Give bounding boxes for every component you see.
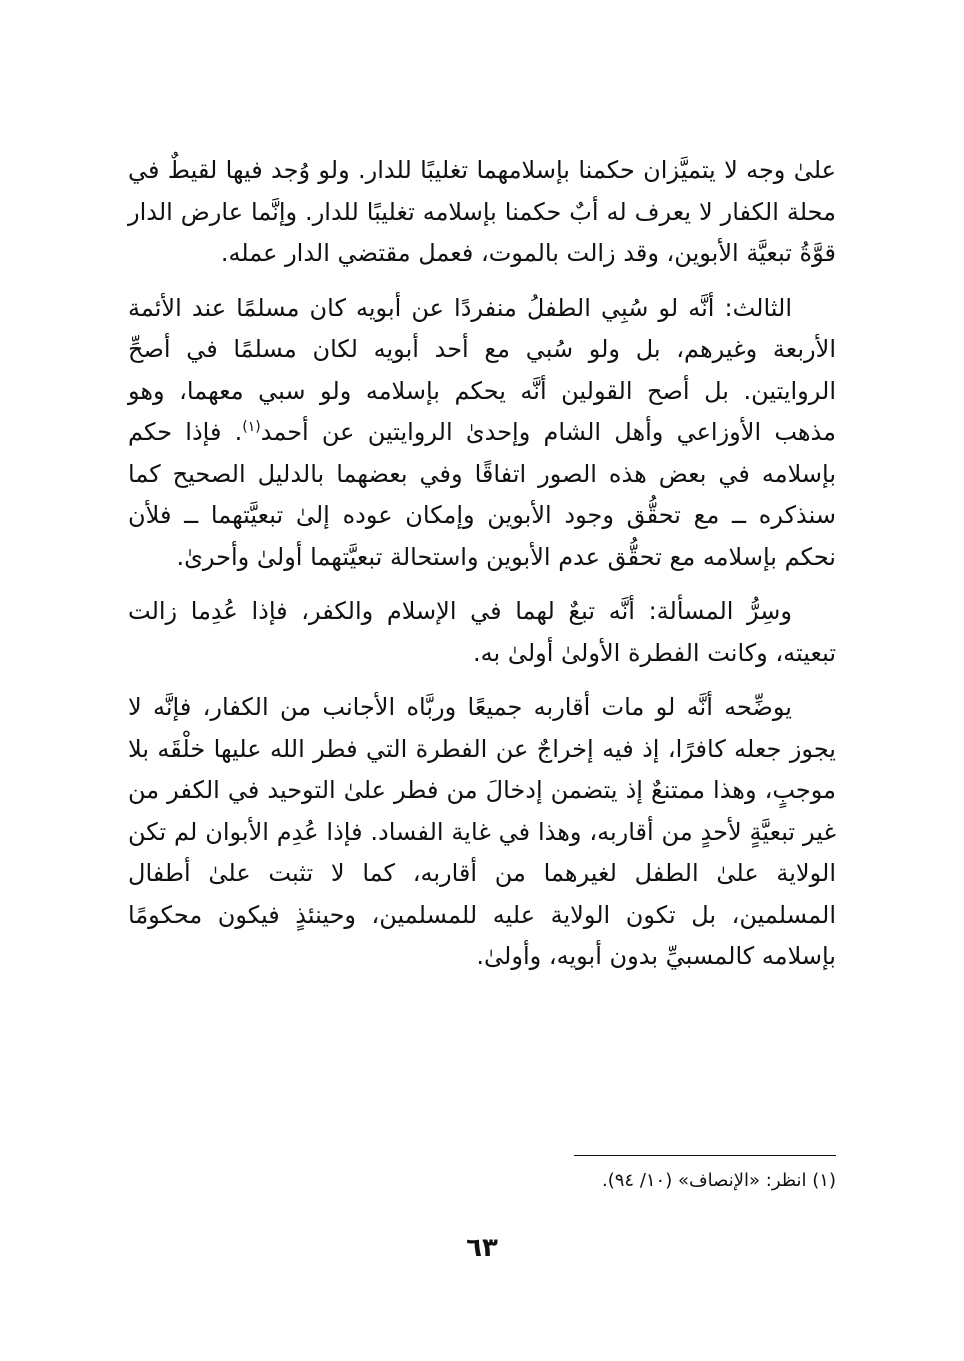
page-body: [128, 150, 836, 991]
footnote-reference-marker[interactable]: (١): [242, 419, 261, 435]
paragraph-2: [128, 288, 836, 579]
paragraph-2-text-end: . فإذا حكم بإسلامه في بعض هذه الصور اتفاقًا وفي بعضهما بالدليل الصحيح كما سنذكره ــ مع تحقُّق وجود الأبوين وإمكان عوده إلىٰ تبعيَّتهما ــ فلأن نحكم بإسلامه مع تحقُّق عدم الأبوين واستحالة تبعيَّتهما أولىٰ وأحرىٰ.: [128, 418, 836, 571]
paragraph-3: وسِرُّ المسألة: أنَّه تبعٌ لهما في الإسلام والكفر، فإذا عُدِما زالت تبعيته، وكانت الفطرة الأولىٰ أولىٰ به.: [128, 597, 836, 667]
paragraph-1: علىٰ وجه لا يتميَّزان حكمنا بإسلامهما تغليبًا للدار. ولو وُجد فيها لقيطٌ في محلة الكفار لا يعرف له أبٌ حكمنا بإسلامه تغليبًا للدار. وإنَّما عارض الدار قوَّةُ تبعيَّة الأبوين، وقد زالت بالموت، فعمل مقتضي الدار عمله.: [128, 156, 836, 267]
page-number: ٦٣: [466, 1233, 498, 1263]
paragraph-4: يوضِّحه أنَّه لو مات أقاربه جميعًا وربَّاه الأجانب من الكفار، فإنَّه لا يجوز جعله كافرًا، إذ فيه إخراجٌ عن الفطرة التي فطر الله عليها خلْقَه بلا موجبٍ، وهذا ممتنعٌ إذ يتضمن إدخالَ من فطر علىٰ التوحيد في الكفر من غير تبعيَّةٍ لأحدٍ من أقاربه، وهذا في غاية الفساد. فإذا عُدِم الأبوان لم تكن الولاية علىٰ الطفل لغيرهما من أقاربه، كما لا تثبت علىٰ أطفال المسلمين، بل تكون الولاية عليه للمسلمين، وحينئذٍ فيكون محكومًا بإسلامه كالمسبيِّ بدون أبويه، وأولىٰ.: [128, 693, 836, 970]
paragraph-2-text-start: الثالث: أنَّه لو سُبِي الطفلُ منفردًا عن أبويه كان مسلمًا عند الأئمة الأربعة وغيرهم، بل ولو سُبي مع أحد أبويه لكان مسلمًا في أصحِّ الروايتين. بل أصح القولين أنَّه يحكم بإسلامه ولو سبي معهما، وهو مذهب الأوزاعي وأهل الشام وإحدىٰ الروايتين عن أحمد: [128, 293, 836, 446]
footnote: [602, 1166, 836, 1196]
footnote-marker: (١): [812, 1170, 836, 1191]
footnote-text: انظر: «الإنصاف» (١٠/ ٩٤).: [602, 1170, 807, 1191]
footnote-divider: [574, 1155, 836, 1156]
